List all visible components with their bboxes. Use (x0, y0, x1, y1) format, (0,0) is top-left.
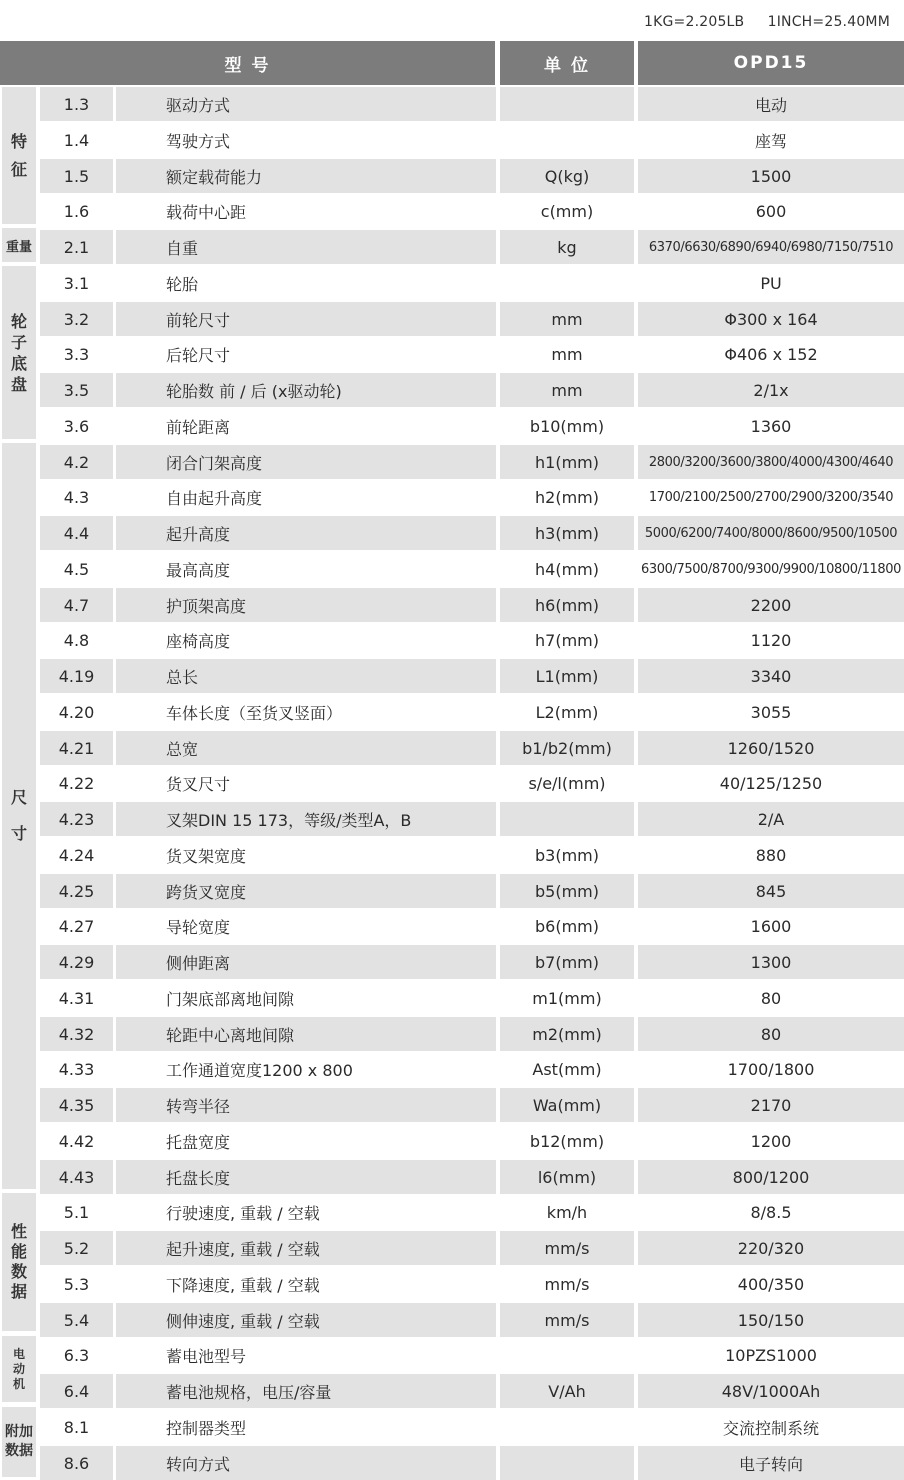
row-name: 驱动方式 (116, 87, 496, 121)
row-value: 1120 (750, 630, 792, 650)
row-name: 货叉尺寸 (166, 774, 231, 794)
table-row (40, 230, 904, 264)
table-row (40, 1338, 904, 1372)
row-value: 电动 (638, 87, 904, 121)
row-code: 4.7 (40, 588, 113, 622)
row-code: 4.31 (58, 988, 95, 1008)
row-unit: b6(mm) (535, 916, 599, 936)
row-name: 托盘宽度 (166, 1132, 231, 1152)
row-value: 1700/1800 (727, 1059, 815, 1079)
row-unit: mm (500, 373, 634, 407)
row-value: 1200 (750, 1131, 792, 1151)
table-row (40, 194, 904, 228)
row-code: 3.2 (40, 302, 113, 336)
row-code: 1.3 (40, 87, 113, 121)
row-value: 220/320 (638, 1231, 904, 1265)
row-value: 10PZS1000 (725, 1345, 817, 1365)
row-name: 导轮宽度 (166, 917, 231, 937)
table-row (40, 409, 904, 443)
row-name: 驾驶方式 (166, 131, 231, 151)
row-name: 起升高度 (116, 516, 496, 550)
row-unit: L2(mm) (535, 702, 599, 722)
row-unit (500, 87, 634, 121)
row-value: 150/150 (638, 1303, 904, 1337)
row-unit: b12(mm) (529, 1131, 605, 1151)
row-code: 3.6 (63, 416, 90, 436)
row-name: 转向方式 (116, 1446, 496, 1480)
row-code: 4.3 (63, 487, 90, 507)
row-value: Φ406 x 152 (724, 344, 818, 364)
category-wheels-chassis: 轮子底盘 (2, 266, 36, 439)
unit-conversion-note: 1KG=2.205LB 1INCH=25.40MM (644, 14, 890, 30)
table-header (0, 41, 904, 85)
table-row (40, 588, 904, 622)
table-row (40, 1303, 904, 1337)
row-value: 座驾 (754, 131, 787, 151)
row-unit (500, 1410, 634, 1444)
row-code: 3.1 (63, 273, 90, 293)
row-unit: s/e/l(mm) (528, 773, 606, 793)
row-code: 4.25 (40, 874, 113, 908)
row-unit: Q(kg) (500, 159, 634, 193)
row-value: 6300/7500/8700/9300/9900/10800/11800 (640, 561, 901, 577)
row-name: 闭合门架高度 (116, 445, 496, 479)
row-unit: b5(mm) (500, 874, 634, 908)
row-name: 轮距中心离地间隙 (116, 1017, 496, 1051)
row-name: 转弯半径 (116, 1088, 496, 1122)
table-row (40, 480, 904, 514)
table-row (40, 623, 904, 657)
table-row (40, 945, 904, 979)
row-name: 蓄电池型号 (166, 1346, 247, 1366)
row-code: 4.4 (40, 516, 113, 550)
row-name: 车体长度（至货叉竖面） (166, 703, 343, 723)
row-unit: l6(mm) (500, 1160, 634, 1194)
row-value: 8/8.5 (750, 1202, 792, 1222)
row-unit: h7(mm) (535, 630, 599, 650)
row-code: 8.6 (40, 1446, 113, 1480)
row-value: 48V/1000Ah (638, 1374, 904, 1408)
row-unit: b3(mm) (535, 845, 599, 865)
row-code: 4.43 (40, 1160, 113, 1194)
row-value: 880 (755, 845, 787, 865)
table-row (40, 1052, 904, 1086)
row-value: 40/125/1250 (719, 773, 823, 793)
table-row (40, 1446, 904, 1480)
table-row (40, 552, 904, 586)
row-unit: Ast(mm) (532, 1059, 602, 1079)
category-motor: 电动机 (2, 1336, 36, 1402)
row-value: PU (760, 273, 782, 293)
row-value: 1300 (638, 945, 904, 979)
header-value: OPD15 (638, 41, 904, 85)
row-value: 400/350 (737, 1274, 805, 1294)
row-code: 4.24 (58, 845, 95, 865)
row-unit: mm (551, 344, 583, 364)
row-code: 1.4 (63, 130, 90, 150)
row-value: 800/1200 (638, 1160, 904, 1194)
row-name: 轮胎 (166, 274, 199, 294)
table-row (40, 159, 904, 193)
table-row (40, 373, 904, 407)
row-code: 4.2 (40, 445, 113, 479)
row-unit: L1(mm) (500, 659, 634, 693)
table-row (40, 87, 904, 121)
row-value: 2200 (638, 588, 904, 622)
row-code: 1.5 (40, 159, 113, 193)
row-value: 2/A (638, 802, 904, 836)
row-unit: mm/s (500, 1303, 634, 1337)
row-unit: h6(mm) (500, 588, 634, 622)
table-row (40, 1374, 904, 1408)
row-code: 4.19 (40, 659, 113, 693)
row-name: 控制器类型 (166, 1418, 247, 1438)
row-unit: b7(mm) (500, 945, 634, 979)
row-value: 交流控制系统 (722, 1418, 819, 1438)
category-additional: 附加数据 (2, 1407, 36, 1477)
table-row (40, 659, 904, 693)
row-name: 托盘长度 (116, 1160, 496, 1194)
row-code: 5.3 (63, 1274, 90, 1294)
row-code: 4.29 (40, 945, 113, 979)
row-unit (500, 802, 634, 836)
row-value: 1700/2100/2500/2700/2900/3200/3540 (648, 489, 894, 505)
row-unit (500, 123, 634, 157)
row-unit (500, 1446, 634, 1480)
table-row (40, 909, 904, 943)
row-code: 6.4 (40, 1374, 113, 1408)
row-name: 后轮尺寸 (166, 345, 231, 365)
row-name: 侧伸距离 (116, 945, 496, 979)
row-unit: mm/s (500, 1231, 634, 1265)
table-row (40, 731, 904, 765)
row-name: 侧伸速度, 重载 / 空载 (116, 1303, 496, 1337)
row-unit: b1/b2(mm) (500, 731, 634, 765)
row-code: 4.8 (63, 630, 90, 650)
row-name: 下降速度, 重载 / 空载 (166, 1275, 320, 1295)
row-code: 4.21 (40, 731, 113, 765)
table-row (40, 1160, 904, 1194)
row-value: 2/1x (638, 373, 904, 407)
row-name: 前轮尺寸 (116, 302, 496, 336)
table-row (40, 123, 904, 157)
row-code: 4.22 (58, 773, 95, 793)
row-unit: h1(mm) (500, 445, 634, 479)
row-unit: V/Ah (500, 1374, 634, 1408)
row-value: 3340 (638, 659, 904, 693)
row-code: 4.20 (58, 702, 95, 722)
row-code: 4.42 (58, 1131, 95, 1151)
table-row (40, 337, 904, 371)
row-code: 3.3 (63, 344, 90, 364)
row-code: 2.1 (40, 230, 113, 264)
row-value: 80 (638, 1017, 904, 1051)
row-unit (500, 1338, 634, 1372)
row-code: 4.23 (40, 802, 113, 836)
row-unit: h2(mm) (535, 487, 599, 507)
row-code: 5.1 (63, 1202, 90, 1222)
table-row (40, 981, 904, 1015)
row-code: 4.35 (40, 1088, 113, 1122)
row-value: 80 (760, 988, 782, 1008)
row-code: 5.2 (40, 1231, 113, 1265)
row-unit: m1(mm) (532, 988, 602, 1008)
row-value: 1500 (638, 159, 904, 193)
row-unit: mm/s (544, 1274, 590, 1294)
table-row (40, 695, 904, 729)
table-row (40, 266, 904, 300)
category-dimensions: 尺 寸 (2, 443, 36, 1189)
row-value: 5000/6200/7400/8000/8600/9500/10500 (638, 516, 904, 550)
table-row (40, 838, 904, 872)
row-name: 轮胎数 前 / 后 (x驱动轮) (116, 373, 496, 407)
row-value: 1360 (750, 416, 792, 436)
row-name: 最高高度 (166, 560, 231, 580)
row-value: 600 (755, 201, 787, 221)
row-value: 1260/1520 (638, 731, 904, 765)
table-row (40, 1410, 904, 1444)
row-name: 门架底部离地间隙 (166, 989, 295, 1009)
row-code: 4.32 (40, 1017, 113, 1051)
row-code: 3.5 (40, 373, 113, 407)
row-value: 3055 (750, 702, 792, 722)
row-value: 6370/6630/6890/6940/6980/7150/7510 (638, 230, 904, 264)
table-row (40, 1017, 904, 1051)
row-value: 2800/3200/3600/3800/4000/4300/4640 (638, 445, 904, 479)
row-name: 载荷中心距 (166, 202, 247, 222)
row-code: 8.1 (63, 1417, 90, 1437)
table-row (40, 1195, 904, 1229)
row-unit: c(mm) (540, 201, 594, 221)
row-unit: m2(mm) (500, 1017, 634, 1051)
table-row (40, 802, 904, 836)
row-name: 蓄电池规格，电压/容量 (116, 1374, 496, 1408)
table-row (40, 445, 904, 479)
row-name: 起升速度, 重载 / 空载 (116, 1231, 496, 1265)
table-row (40, 766, 904, 800)
header-model: 型 号 (0, 41, 495, 85)
category-weight: 重量 (2, 228, 36, 262)
row-value: Φ300 x 164 (638, 302, 904, 336)
row-name: 跨货叉宽度 (116, 874, 496, 908)
row-unit: km/h (546, 1202, 588, 1222)
row-name: 工作通道宽度1200 x 800 (166, 1060, 353, 1080)
row-name: 叉架DIN 15 173，等级/类型A，B (116, 802, 496, 836)
row-unit: h3(mm) (500, 516, 634, 550)
table-row (40, 1088, 904, 1122)
table-row (40, 302, 904, 336)
row-code: 4.27 (58, 916, 95, 936)
row-code: 6.3 (63, 1345, 90, 1365)
row-code: 1.6 (63, 201, 90, 221)
category-features: 特征 (2, 87, 36, 224)
table-row (40, 1124, 904, 1158)
table-row (40, 874, 904, 908)
header-unit: 单 位 (500, 41, 634, 85)
table-row (40, 516, 904, 550)
row-unit: kg (500, 230, 634, 264)
category-performance: 性能数据 (2, 1193, 36, 1331)
table-row (40, 1231, 904, 1265)
row-value: 2170 (638, 1088, 904, 1122)
row-code: 4.5 (63, 559, 90, 579)
row-name: 货叉架宽度 (166, 846, 247, 866)
row-value: 1600 (750, 916, 792, 936)
row-code: 4.33 (58, 1059, 95, 1079)
row-name: 额定载荷能力 (116, 159, 496, 193)
row-unit: h4(mm) (535, 559, 599, 579)
table-row (40, 1267, 904, 1301)
row-value: 845 (638, 874, 904, 908)
row-name: 自重 (116, 230, 496, 264)
row-unit: mm (500, 302, 634, 336)
row-code: 5.4 (40, 1303, 113, 1337)
row-value: 电子转向 (638, 1446, 904, 1480)
row-name: 座椅高度 (166, 631, 231, 651)
row-unit: b10(mm) (529, 416, 605, 436)
row-name: 总长 (116, 659, 496, 693)
row-unit: Wa(mm) (500, 1088, 634, 1122)
row-name: 自由起升高度 (166, 488, 263, 508)
row-name: 护顶架高度 (116, 588, 496, 622)
row-name: 前轮距离 (166, 417, 231, 437)
row-name: 总宽 (116, 731, 496, 765)
row-name: 行驶速度, 重载 / 空载 (166, 1203, 320, 1223)
row-unit (500, 266, 634, 300)
